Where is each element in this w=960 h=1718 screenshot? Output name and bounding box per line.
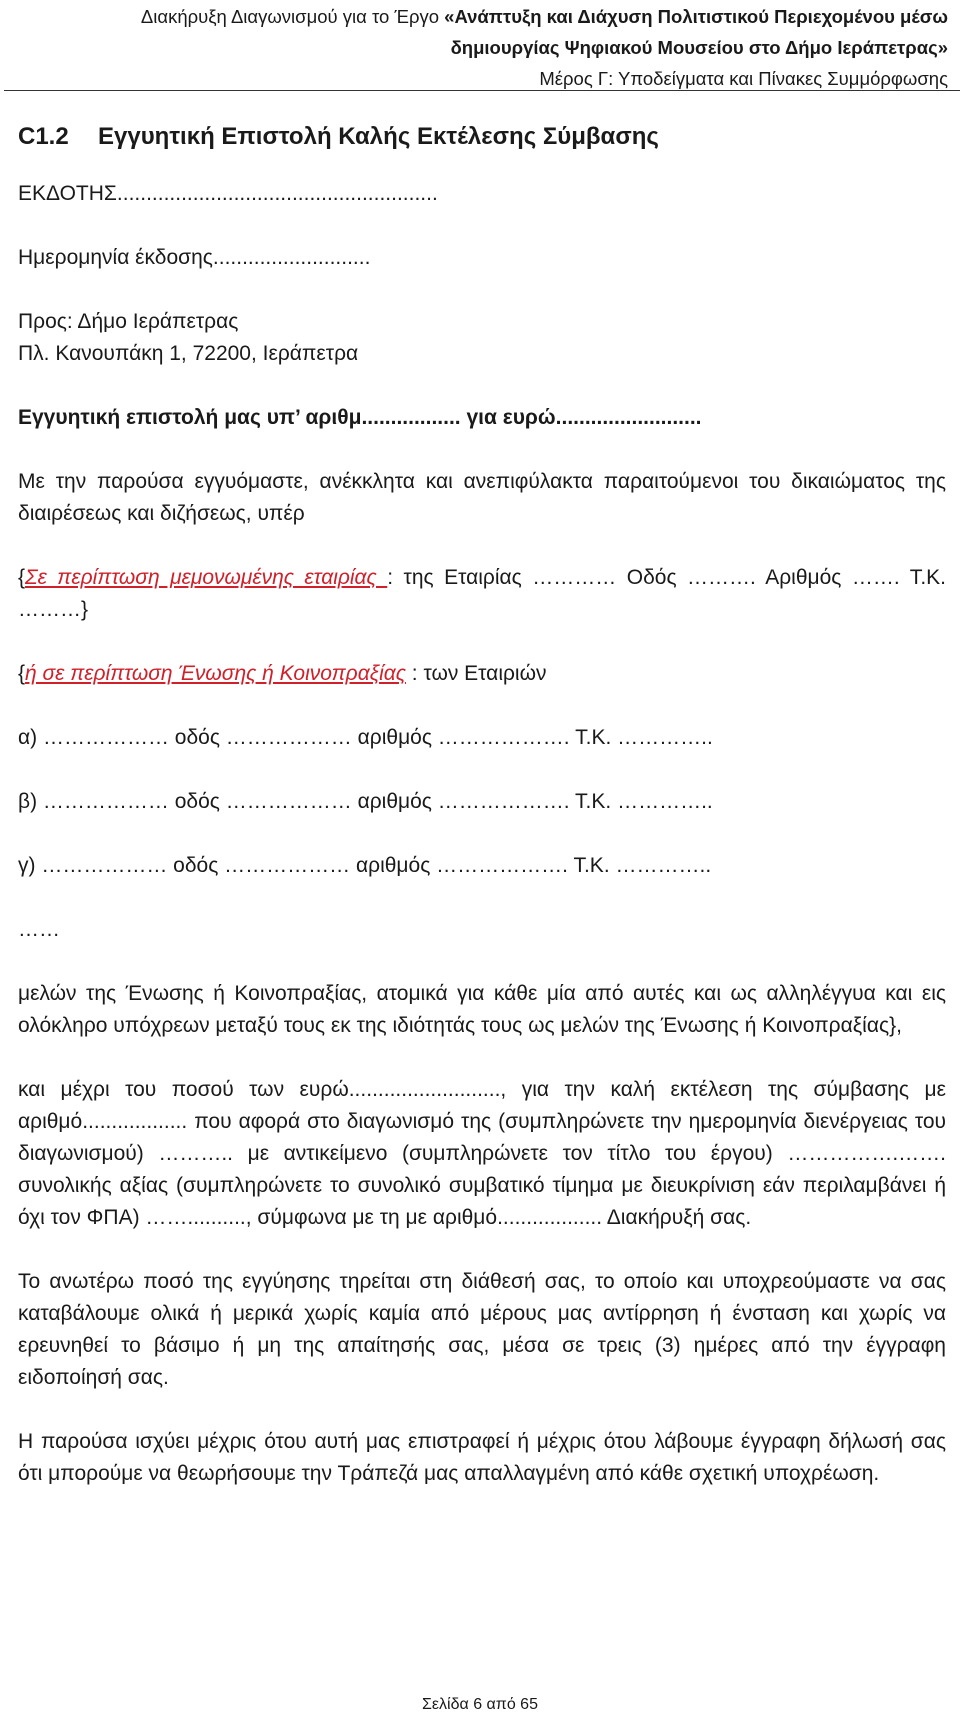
single-company-details: : της Εταιρίας ………… Οδός ………. Αριθμός ……. Τ.Κ. ………} (18, 566, 947, 621)
letter-reference: Εγγυητική επιστολή μας υπ’ αριθμ................. για ευρώ......................... (18, 406, 702, 429)
issue-date-line: Ημερομηνία έκδοσης........................... (18, 246, 371, 269)
members-ellipsis: …… (18, 918, 60, 941)
validity-clause: Η παρούσα ισχύει μέχρις ότου αυτή μας επιστραφεί ή μέχρις ότου λάβουμε έγγραφη δήλωσή σας ότι μπορούμε να θεωρήσουμε την Τράπεζά μας απαλλαγμένη από κάθε σχετική υποχρέωση. (18, 1430, 946, 1485)
header-project-title-1: «Ανάπτυξη και Διάχυση Πολιτιστικού Περιεχομένου μέσω (444, 6, 948, 27)
payment-clause: Το ανωτέρω ποσό της εγγύησης τηρείται στη διάθεσή σας, το οποίο και υποχρεούμαστε να σας καταβάλουμε ολικά ή μερικά χωρίς καμία από μέρους μας αντίρρηση ή ένσταση και χωρίς να ερευνηθεί το βάσιμο ή μη της απαίτησής σας, μέσα σε τρεις (3) ημέρες από την έγγραφη ειδοποίησή σας. (18, 1270, 946, 1389)
section-title: Εγγυητική Επιστολή Καλής Εκτέλεσης Σύμβασης (98, 123, 659, 150)
header-prefix: Διακήρυξη Διαγωνισμού για το Έργο (140, 6, 445, 27)
recipient-name: Προς: Δήμο Ιεράπετρας (18, 310, 239, 333)
joint-venture-label: ή σε περίπτωση Ένωσης ή Κοινοπραξίας (25, 662, 406, 685)
header-part-title: Μέρος Γ: Υποδείγματα και Πίνακες Συμμόρφωσης (539, 68, 948, 89)
brace-open: { (18, 566, 26, 589)
header-project-title-2: δημιουργίας Ψηφιακού Μουσείου στο Δήμο Ιεράπετρας» (450, 37, 948, 58)
member-line-b: β) ……………… οδός ……………… αριθμός ………………. Τ.Κ. ………….. (18, 790, 713, 813)
amount-clause: και μέχρι του ποσού των ευρώ.........................., για την καλή εκτέλεση της σύμβασης με αριθμό.................. που αφορά στο διαγωνισμό της (συμπληρώνετε την ημερομηνία διενέργειας του διαγωνισμού) ……….. με αντικείμενο (συμπληρώνετε τον τίτλο του έργου) …………….……. συνολικής αξίας (συμπληρώνετε το συνολικό συμβατικό τίμημα με διευκρίνιση εάν περιλαμβάνει ή όχι τον ΦΠΑ) …….........., σύμφωνα με τη με αριθμό.................. Διακήρυξή σας. (18, 1078, 946, 1229)
recipient-address: Πλ. Κανουπάκη 1, 72200, Ιεράπετρα (18, 342, 359, 365)
issuer-line: ΕΚΔΟΤΗΣ....................................................... (18, 182, 438, 205)
single-company-clause (18, 562, 946, 626)
page-header (0, 0, 948, 94)
document-body (18, 120, 946, 1522)
section-heading (18, 120, 946, 154)
header-divider (4, 90, 960, 91)
section-number: C1.2 (18, 123, 69, 150)
joint-venture-details: : των Εταιριών (405, 662, 547, 685)
member-line-c: γ) ……………… οδός ……………… αριθμός ………………. Τ.Κ. ………….. (18, 854, 712, 877)
member-line-a: α) ……………… οδός ……………… αριθμός ………………. Τ.Κ. ………….. (18, 726, 713, 749)
joint-venture-clause (18, 658, 946, 690)
single-company-label: Σε περίπτωση μεμονωμένης εταιρίας (25, 566, 388, 589)
header-line-1 (0, 1, 948, 32)
page-number: Σελίδα 6 από 65 (422, 1696, 538, 1713)
brace-open-jv: { (18, 662, 26, 685)
intro-paragraph: Με την παρούσα εγγυόμαστε, ανέκκλητα και ανεπιφύλακτα παραιτούμενοι του δικαιώματος της διαιρέσεως και διζήσεως, υπέρ (18, 470, 946, 525)
members-clause: μελών της Ένωσης ή Κοινοπραξίας, ατομικά για κάθε μία από αυτές και ως αλληλέγγυα και εις ολόκληρο υπόχρεων μεταξύ τους εκ της ιδιότητάς τους ως μελών της Ένωσης ή Κοινοπραξίας}, (18, 982, 946, 1037)
recipient-block (18, 306, 946, 370)
